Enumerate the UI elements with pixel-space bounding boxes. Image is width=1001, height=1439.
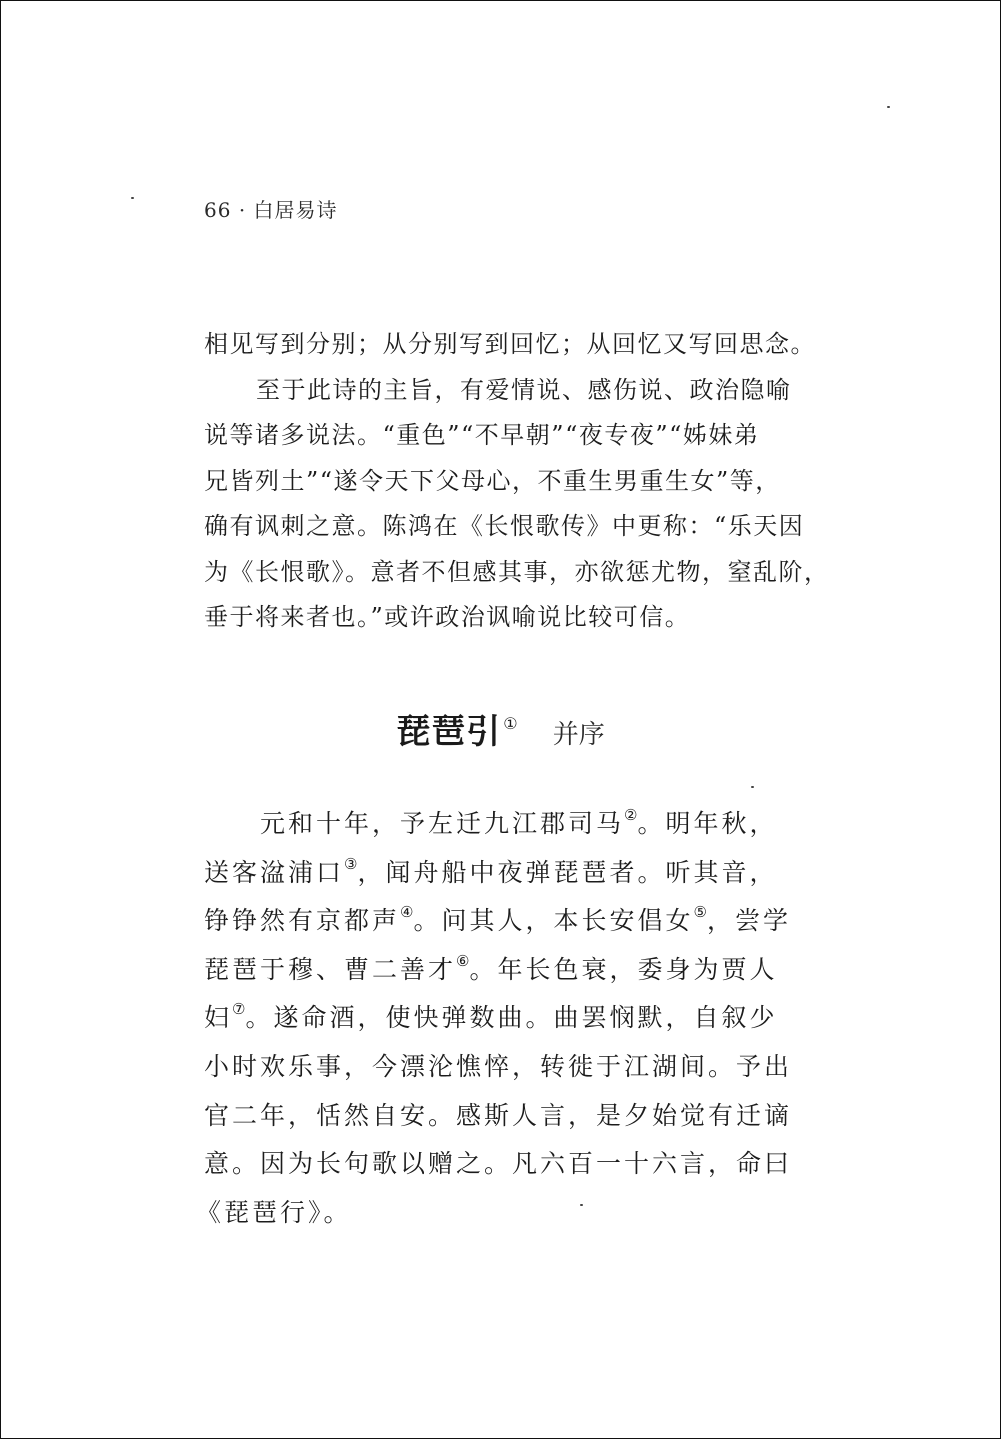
text-line: 垂于将来者也。”或许政治讽喻说比较可信。 (204, 603, 691, 631)
preface-text: 小时欢乐事，今漂沦憔悴，转徙于江湖间。予出 (204, 1051, 793, 1081)
poem-preface (196, 800, 804, 1237)
preface-text: ，尝学 (706, 906, 791, 936)
preface-line (204, 1140, 804, 1189)
text-line: 至于此诗的主旨，有爱情说、感伤说、政治隐喻 (256, 375, 792, 404)
text-line: 确有讽刺之意。陈鸿在《长恨歌传》中更称：“乐天因 (204, 512, 805, 540)
footnote-marker: ③ (344, 854, 358, 873)
footnote-marker: ④ (400, 903, 414, 922)
header-separator: · (238, 198, 247, 222)
book-title: 白居易诗 (253, 198, 338, 222)
preface-line (196, 1189, 804, 1238)
text-line: 相见写到分别；从分别写到回忆；从回忆又写回思念。 (204, 330, 816, 358)
poem-title: 琵琶引 (396, 712, 502, 752)
footnote-marker: ⑥ (456, 951, 470, 970)
footnote-marker: ⑤ (693, 903, 707, 922)
page-number: 66 (204, 198, 232, 222)
preface-line (204, 849, 804, 898)
preface-text: 妇 (204, 1003, 233, 1033)
preface-text: 送客湓浦口 (204, 857, 345, 887)
scan-speck (751, 786, 754, 788)
preface-text: 琵琶于穆、曹二善才 (204, 954, 457, 984)
commentary-text (204, 322, 830, 641)
preface-text: 意。因为长句歌以赠之。凡六百一十六言，命曰 (204, 1149, 793, 1179)
poem-subtitle: 并序 (552, 720, 605, 750)
text-line: 为《长恨歌》。意者不但感其事，亦欲惩尤物，窒乱阶， (204, 557, 830, 586)
preface-text: 。遂命酒，使快弹数曲。曲罢悯默，自叙少 (245, 1003, 778, 1033)
preface-text: 。年长色衰，委身为贾人 (469, 954, 778, 984)
running-header (204, 194, 338, 223)
preface-text: 元和十年，予左迁九江郡司马 (260, 809, 625, 838)
preface-text: 《琵琶行》。 (196, 1197, 352, 1227)
footnote-marker: ② (624, 806, 638, 824)
preface-line (204, 1092, 804, 1141)
paragraph-continuation (204, 322, 816, 368)
preface-line (204, 946, 804, 995)
preface-line (204, 1043, 804, 1092)
footnote-marker: ⑦ (232, 1000, 246, 1019)
text-line: 说等诸多说法。“重色”“不早朝”“夜专夜”“姊妹弟 (204, 421, 760, 449)
preface-line (204, 800, 804, 849)
preface-line (204, 897, 804, 946)
preface-text: 。明年秋， (637, 809, 778, 838)
preface-text: 铮铮然有京都声 (204, 906, 401, 936)
preface-text: 官二年，恬然自安。感斯人言，是夕始觉有迁谪 (204, 1100, 793, 1130)
preface-line (204, 994, 804, 1043)
text-line: 兄皆列土”“遂令天下父母心，不重生男重生女”等， (204, 466, 781, 495)
footnote-marker: ① (503, 714, 518, 733)
paragraph-theme (204, 368, 830, 641)
poem-heading (0, 704, 1001, 753)
scan-speck (131, 197, 134, 199)
preface-text: ，闻舟船中夜弹琵琶者。听其音， (357, 857, 778, 887)
scan-speck (887, 106, 890, 108)
preface-text: 。问其人，本长安倡女 (413, 906, 694, 936)
